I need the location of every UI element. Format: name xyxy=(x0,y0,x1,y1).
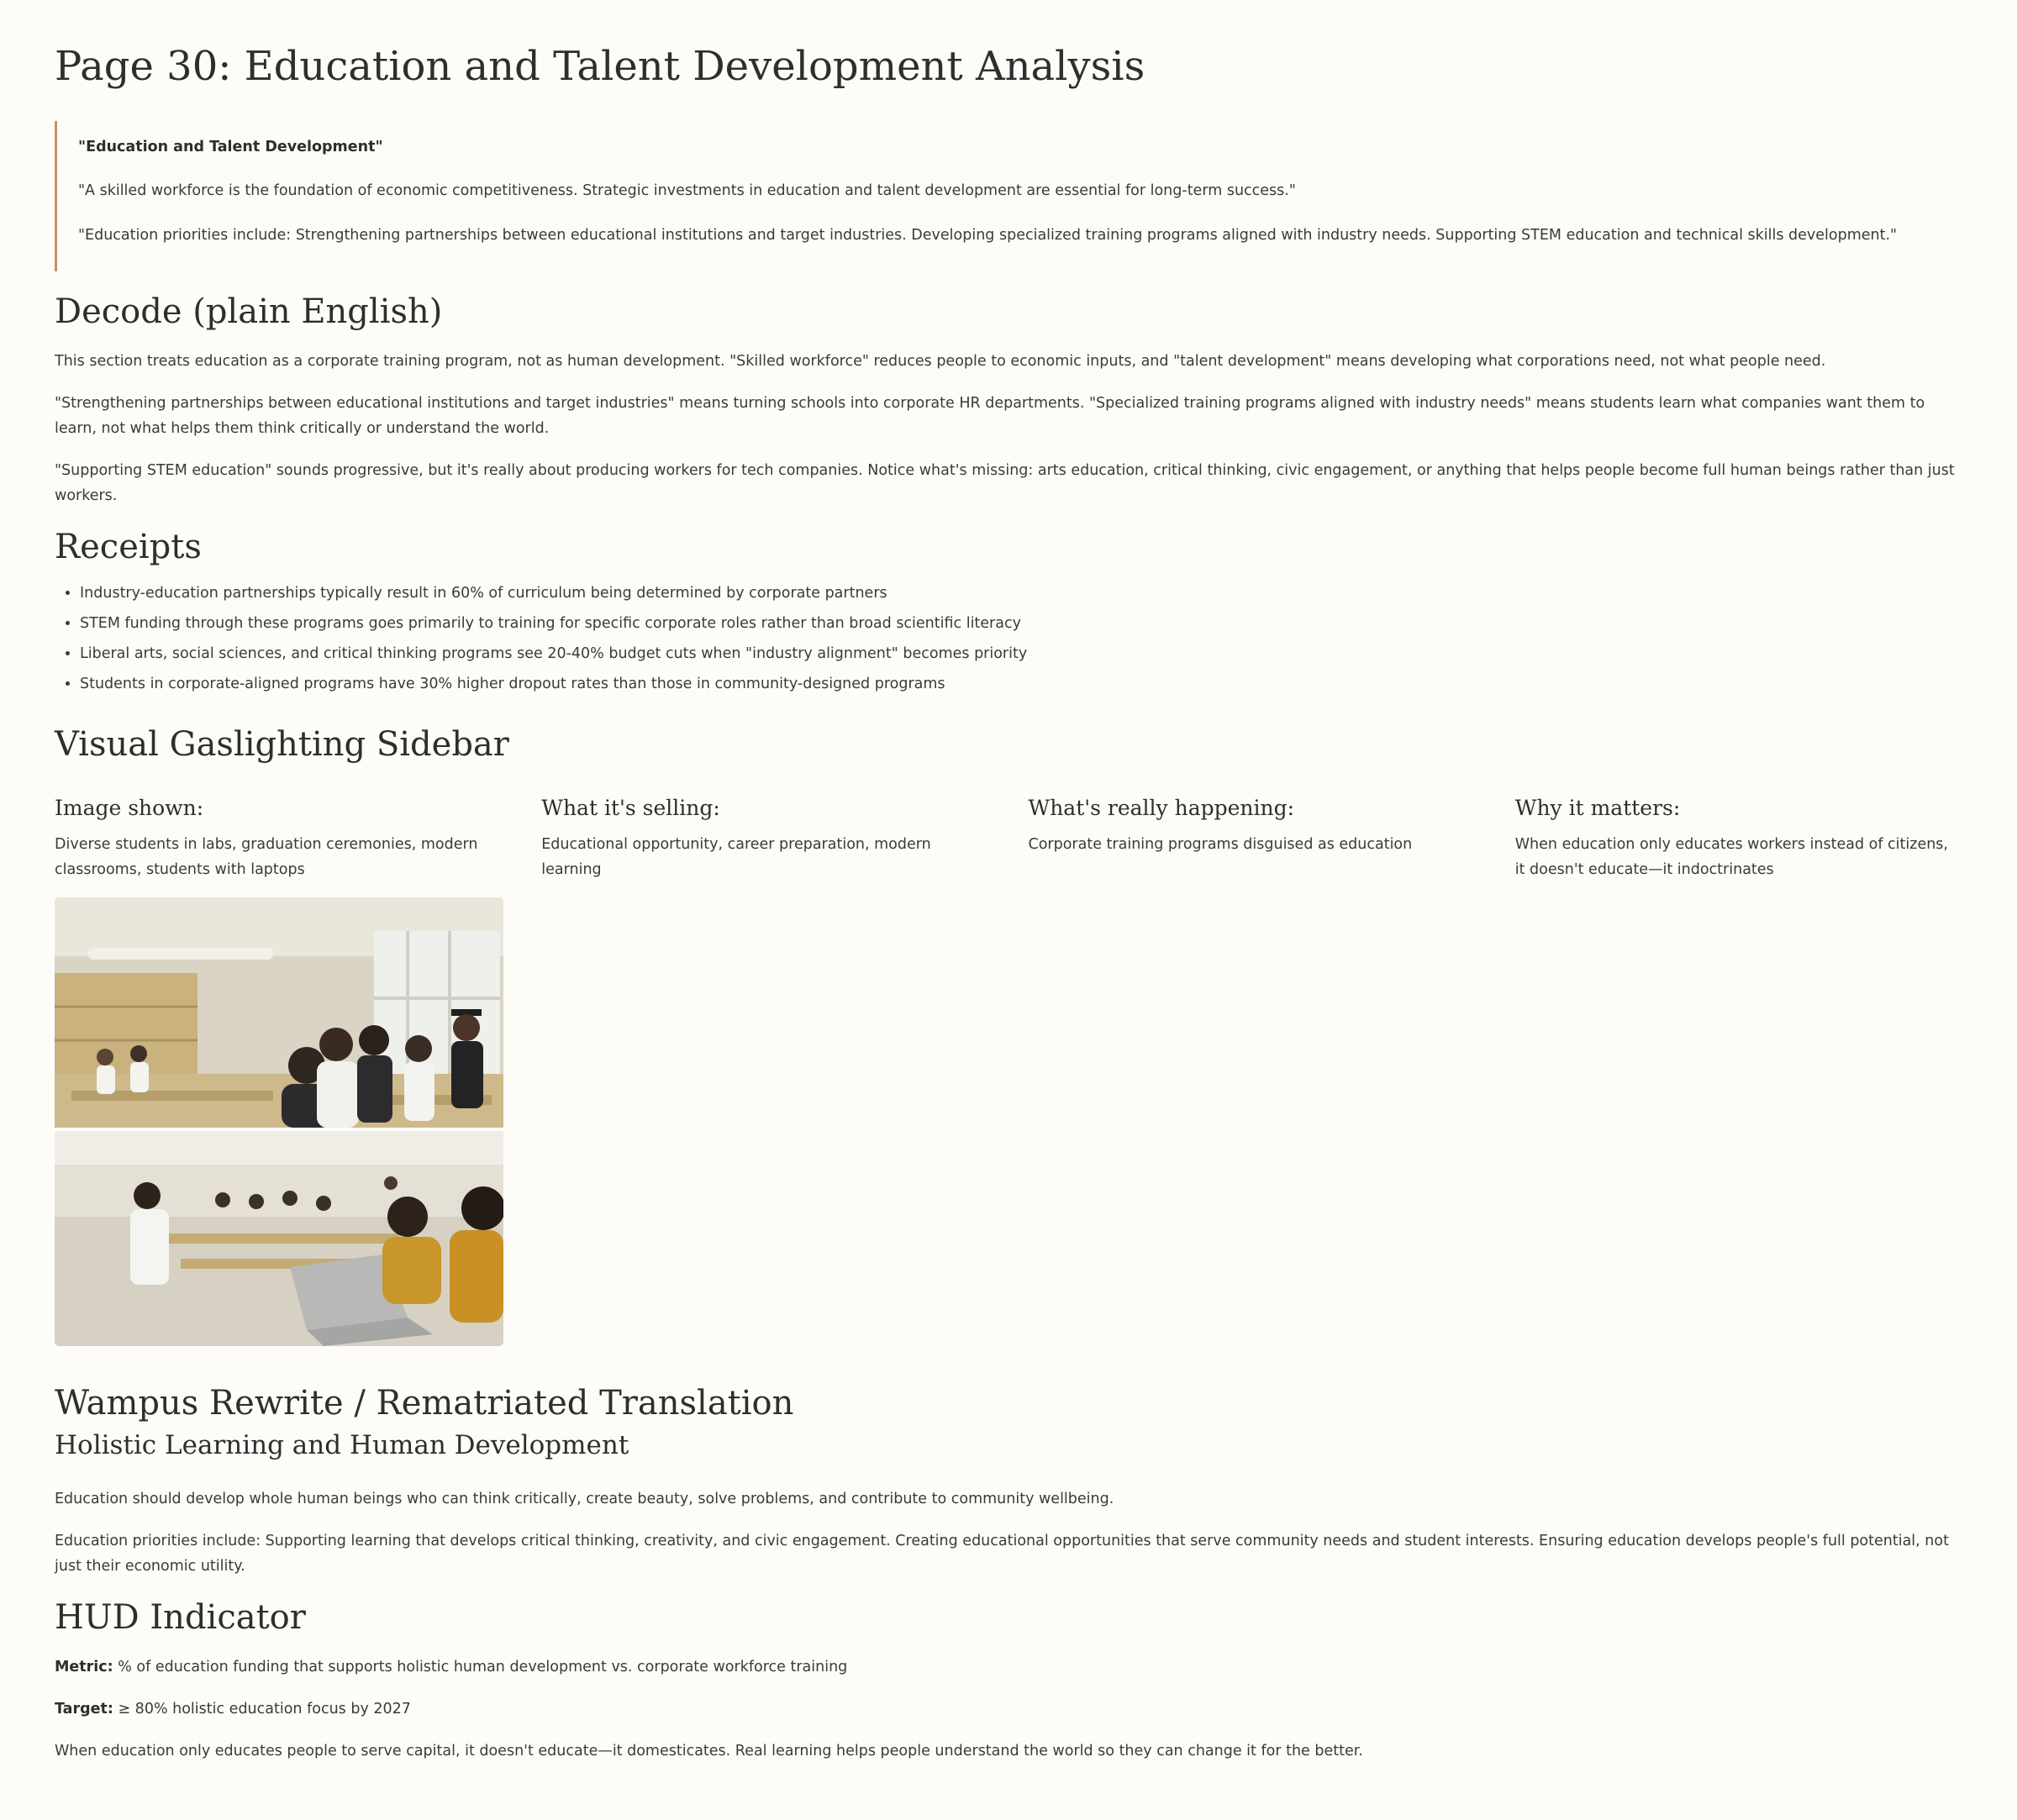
decode-paragraph: "Strengthening partnerships between educational institutions and target industries" means turning schools into corporate HR departments. "Specialized training programs aligned with industry needs" means students learn what companies want them to learn, not what helps them think critically or understand the world. xyxy=(55,394,1925,437)
quote-paragraph: "A skilled workforce is the foundation of economic competitiveness. Strategic investments in education and talent development are essential for long-term success." xyxy=(78,182,1296,200)
hud-target xyxy=(55,1696,1962,1722)
rewrite-subheading: Holistic Learning and Human Development xyxy=(55,1430,629,1461)
sidebar-grid xyxy=(55,795,1962,883)
hud-section xyxy=(55,1596,1962,1764)
column-title: Image shown: xyxy=(55,795,204,820)
sidebar-column-why-it-matters xyxy=(1515,795,1962,883)
hud-closing: When education only educates people to serve capital, it doesn't educate—it domesticates. Real learning helps people understand the world so they can change it for the better. xyxy=(55,1742,1363,1760)
receipts-list xyxy=(55,581,1962,697)
column-text: Educational opportunity, career preparation, modern learning xyxy=(541,836,931,879)
receipts-heading: Receipts xyxy=(55,528,202,567)
sidebar-heading: Visual Gaslighting Sidebar xyxy=(55,724,509,764)
column-text: When education only educates workers instead of citizens, it doesn't educate—it indoctrinates xyxy=(1514,836,1948,879)
rewrite-paragraph: Education priorities include: Supporting learning that develops critical thinking, creativity, and civic engagement. Creating educational opportunities that serve community needs and student interests. Ensuring education develops people's full potential, not just their economic utility. xyxy=(55,1532,1949,1575)
rewrite-section xyxy=(55,1381,1962,1579)
column-title: Why it matters: xyxy=(1514,795,1681,820)
page-title: Page 30: Education and Talent Development Analysis xyxy=(55,43,1145,90)
decode-paragraph: "Supporting STEM education" sounds progressive, but it's really about producing workers for tech companies. Notice what's missing: arts education, critical thinking, civic engagement, or anything that helps people become full human beings rather than just workers. xyxy=(55,461,1955,505)
rewrite-paragraph: Education should develop whole human beings who can think critically, create beauty, solve problems, and contribute to community wellbeing. xyxy=(55,1490,1114,1507)
list-item: • Industry-education partnerships typically result in 60% of curriculum being determined by corporate partners xyxy=(80,581,1962,606)
target-text: ≥ 80% holistic education focus by 2027 xyxy=(113,1700,411,1717)
sidebar-column-really-happening xyxy=(1029,795,1475,883)
column-title: What's really happening: xyxy=(1028,795,1295,820)
decode-heading: Decode (plain English) xyxy=(55,292,443,331)
source-quote xyxy=(55,121,1962,271)
quote-paragraph: "Education priorities include: Strengthening partnerships between educational institutions and target industries. Developing specialized training programs aligned with industry needs. Supporting STEM education and technical skills development." xyxy=(78,226,1898,244)
classroom-illustration-svg xyxy=(55,897,503,1346)
list-item: • STEM funding through these programs goes primarily to training for specific corporate roles rather than broad scientific literacy xyxy=(80,611,1962,636)
sidebar-section xyxy=(55,723,1962,1347)
quote-heading: "Education and Talent Development" xyxy=(78,139,383,156)
list-item: • Liberal arts, social sciences, and critical thinking programs see 20-40% budget cuts when "industry alignment" becomes priority xyxy=(80,641,1962,666)
column-title: What it's selling: xyxy=(541,795,720,820)
list-item: • Students in corporate-aligned programs have 30% higher dropout rates than those in community-designed programs xyxy=(80,671,1962,697)
decode-paragraph: This section treats education as a corporate training program, not as human development. "Skilled workforce" reduces people to economic inputs, and "talent development" means developing what corporations need, not what people need. xyxy=(55,352,1826,370)
target-label: Target: xyxy=(55,1700,113,1717)
column-text: Corporate training programs disguised as education xyxy=(1028,836,1413,854)
receipts-section xyxy=(55,525,1962,697)
decode-section xyxy=(55,290,1962,508)
sidebar-column-image-shown xyxy=(55,795,501,883)
column-text: Diverse students in labs, graduation ceremonies, modern classrooms, students with laptops xyxy=(55,836,478,879)
metric-label: Metric: xyxy=(55,1658,113,1675)
hud-heading: HUD Indicator xyxy=(55,1597,306,1637)
sidebar-column-selling xyxy=(541,795,987,883)
metric-text: % of education funding that supports holistic human development vs. corporate workforce training xyxy=(113,1658,848,1675)
classroom-illustration xyxy=(55,897,503,1346)
rewrite-heading: Wampus Rewrite / Rematriated Translation xyxy=(55,1384,794,1423)
hud-metric xyxy=(55,1654,1962,1680)
